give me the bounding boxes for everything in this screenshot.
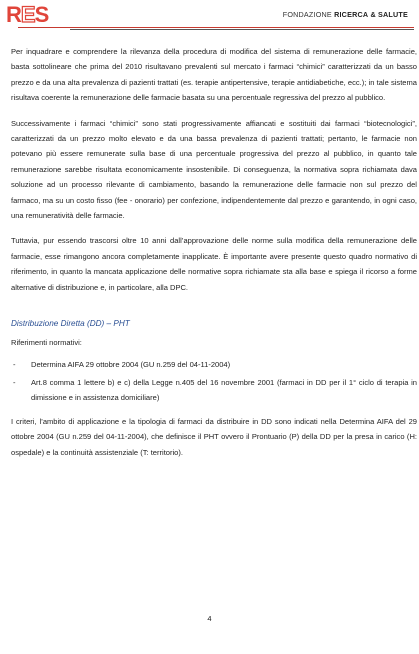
foundation-ampersand: &	[370, 10, 376, 19]
logo-letter-r: R	[6, 2, 21, 27]
list-dash: -	[13, 377, 16, 387]
list-item	[11, 375, 417, 406]
refs-label: Riferimenti normativi:	[11, 338, 82, 348]
logo-letter-e: E	[20, 2, 35, 27]
foundation-salute: SALUTE	[378, 10, 408, 19]
paragraph-closing: I criteri, l’ambito di applicazione e la tipologia di farmaci da distribuire in DD sono indicati nella Determina AIFA del 29 ottobre 2004 (GU n.259 del 04-11-2004), che definisce il PHT ovvero il Prontuario (P) della DD per la presa in carico (H: ospedale) e la continuità assistenziale (T: territorio).	[11, 416, 417, 457]
section-title: Distribuzione Diretta (DD) – PHT	[11, 319, 130, 329]
ref-text: Art.8 comma 1 lettere b) e c) della Legge n.405 del 16 novembre 2001 (farmaci in DD per il 1° ciclo di terapia in dimissione e in assistenza domiciliare)	[31, 377, 417, 403]
document-body	[11, 44, 417, 470]
logo-letter-s: S	[34, 2, 49, 27]
page-header	[0, 0, 419, 30]
header-divider-red	[18, 27, 414, 28]
list-dash: -	[13, 359, 16, 369]
paragraph-3: Tuttavia, pur essendo trascorsi oltre 10 anni dall’approvazione delle norme sulla modifica della remunerazione delle farmacie, esse rimangono ancora completamente inapplicate. È importante avere presente questo quadro normativo di riferimento, in quanto la mancata applicazione delle normative sopra richiamate sta alla base e spiega il ricorso a forme alternative di distribuzione e, in particolare, alla DPC.	[11, 236, 417, 292]
foundation-name	[283, 10, 408, 19]
paragraph-2: Successivamente i farmaci “chimici” sono stati progressivamente affiancati e sostituiti dai farmaci “biotecnologici”, caratterizzati da un prezzo molto elevato e da una bassa prevalenza di pazienti trattati; pertanto, le farmacie non potevano più essere remunerate sulla base di una percentuale progressiva del prezzo al pubblico, in quanto tale remunerazione sarebbe risultata economicamente insostenibile. Di conseguenza, la normativa sopra richiamata dava soluzione ad un processo rilevante di cambiamento, basando la remunerazione delle farmacie non sul prezzo del farmaco, ma su un costo fisso (fee - onorario) per confezione, indipendentemente dal prezzo e garantendo, in ogni caso, una remuneratività delle farmacie.	[11, 118, 417, 221]
paragraph-1: Per inquadrare e comprendere la rilevanza della procedura di modifica del sistema di remunerazione delle farmacie, basta sottolineare che prima del 2010 risultavano prevalenti sul mercato i farmaci “chimici” caratterizzati da un basso prezzo e da una alta prevalenza di pazienti trattati (es. terapie antipertensive, terapie antidiabetiche, ecc.); in tale sistema risultava coerente la remunerazione delle farmacie basata su una percentuale regressiva del prezzo al pubblico.	[11, 47, 417, 103]
logo-text	[6, 2, 48, 27]
list-item	[11, 357, 417, 372]
page-number: 4	[207, 614, 212, 623]
ref-text: Determina AIFA 29 ottobre 2004 (GU n.259 del 04-11-2004)	[31, 359, 231, 369]
foundation-ricerca: RICERCA	[334, 10, 369, 19]
logo	[6, 2, 66, 28]
foundation-prefix: FONDAZIONE	[282, 10, 332, 19]
header-divider-gray	[70, 29, 414, 30]
refs-list	[11, 357, 417, 406]
